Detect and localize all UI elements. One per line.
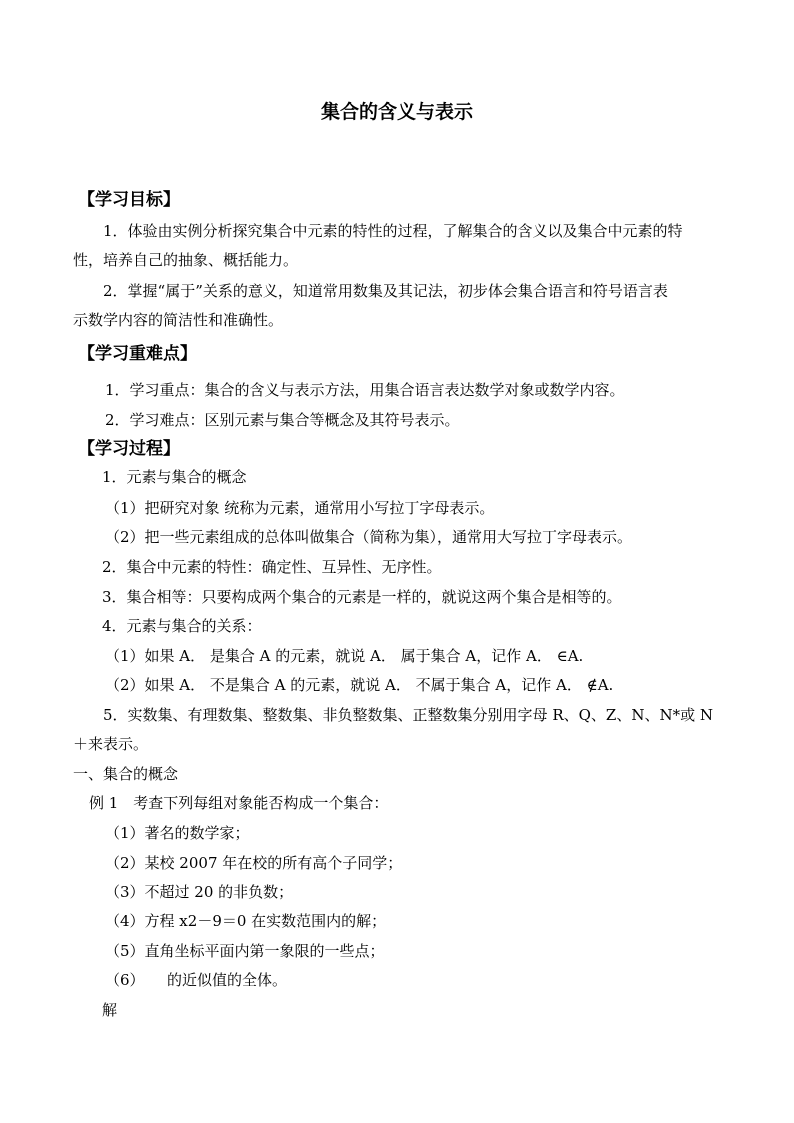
objective-1-line-2: 性，培养自己的抽象、概括能力。 xyxy=(73,251,299,269)
process-line-1: 1．元素与集合的概念 xyxy=(102,468,247,486)
process-line-5: 3．集合相等：只要构成两个集合的元素是一样的，就说这两个集合是相等的。 xyxy=(102,588,622,606)
process-line-8: （2）如果 A． 不是集合 A 的元素，就说 A． 不属于集合 A，记作 A． ∉A. xyxy=(105,676,614,694)
key-point-1: 1．学习重点：集合的含义与表示方法，用集合语言表达数学对象或数学内容。 xyxy=(105,381,625,399)
process-line-4: 2．集合中元素的特性：确定性、互异性、无序性。 xyxy=(102,558,442,576)
process-heading: 【学习过程】 xyxy=(78,439,180,459)
example-item-1: （1）著名的数学家； xyxy=(105,824,250,842)
example-item-3: （3）不超过 20 的非负数； xyxy=(105,883,294,901)
objective-2-line-1: 2．掌握“属于”关系的意义，知道常用数集及其记法，初步体会集合语言和符号语言表 xyxy=(103,282,668,300)
process-line-3: （2）把一些元素组成的总体叫做集合（简称为集），通常用大写拉丁字母表示。 xyxy=(105,528,633,546)
process-line-9: 5．实数集、有理数集、整数集、非负整数集、正整数集分别用字母 R、Q、Z、N、N*或 N xyxy=(103,706,713,724)
key-points-heading: 【学习重难点】 xyxy=(78,344,197,364)
process-line-10: ＋来表示。 xyxy=(73,735,149,753)
objectives-heading: 【学习目标】 xyxy=(78,190,180,210)
example-item-5: （5）直角坐标平面内第一象限的一些点； xyxy=(105,942,385,960)
objective-2-line-2: 示数学内容的简洁性和准确性。 xyxy=(73,311,284,329)
key-point-2: 2．学习难点：区别元素与集合等概念及其符号表示。 xyxy=(105,411,460,429)
example-item-6: （6） 的近似值的全体。 xyxy=(105,971,288,989)
process-line-6: 4．元素与集合的关系： xyxy=(102,617,262,635)
example-item-2: （2）某校 2007 年在校的所有高个子同学； xyxy=(105,854,403,872)
document-title: 集合的含义与表示 xyxy=(320,101,473,123)
answer-label: 解 xyxy=(102,1001,118,1019)
objective-1-line-1: 1．体验由实例分析探究集合中元素的特性的过程，了解集合的含义以及集合中元素的特 xyxy=(103,222,683,240)
process-line-2: （1）把研究对象 统称为元素，通常用小写拉丁字母表示。 xyxy=(105,499,495,517)
example-1: 例 1 考查下列每组对象能否构成一个集合： xyxy=(89,794,389,812)
example-item-4: （4）方程 x2－9＝0 在实数范围内的解； xyxy=(105,912,387,930)
process-line-7: （1）如果 A． 是集合 A 的元素，就说 A． 属于集合 A，记作 A． ∈A. xyxy=(105,647,584,665)
concept-heading: 一、集合的概念 xyxy=(73,765,179,783)
